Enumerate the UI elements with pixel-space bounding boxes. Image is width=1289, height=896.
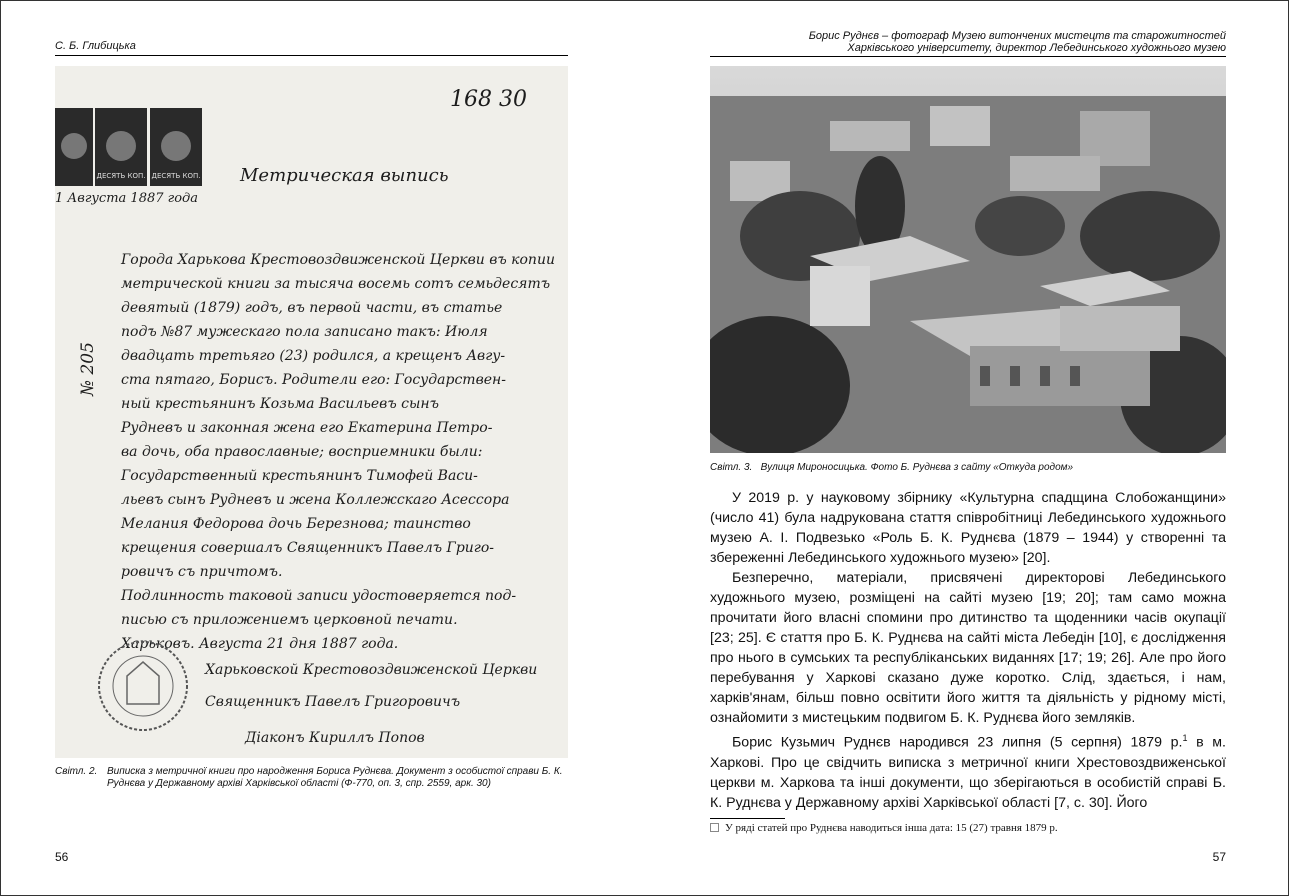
footnote-rule [710,818,785,819]
footnote [710,822,1058,834]
handwritten-line: ровичъ съ причтомъ. [121,564,283,580]
running-head-right [666,30,1226,54]
street-photo [710,66,1226,453]
stamp-label: ДЕСЯТЬ КОП. [151,172,201,180]
handwritten-line: льевъ сынъ Рудневъ и жена Коллежскаго Асессора [121,492,510,508]
stamp-label: ДЕСЯТЬ КОП. [96,172,146,180]
handwritten-line: Мелания Федорова дочь Березнова; таинство [121,516,471,532]
paragraph-text: Борис Кузьмич Руднєв народився 23 липня (5 серпня) 1879 р. [732,734,1183,751]
signature-line: Діаконъ Кириллъ Попов [245,730,425,746]
left-page [0,0,644,896]
body-text [710,488,1226,813]
handwritten-line: ный крестьянинъ Козьма Васильевъ сынъ [121,396,439,412]
handwritten-line: писью съ приложениемъ церковной печати. [121,612,458,628]
handwritten-line: Рудневъ и законная жена его Екатерина Петро- [121,420,493,436]
header-rule [710,56,1226,57]
figure-caption-2 [55,766,568,790]
handwritten-line: подъ №87 мужескаго пола записано такъ: Июля [121,324,488,340]
handwritten-line: метрической книги за тысяча восемь сотъ семьдесятъ [121,276,551,292]
page-number-left: 56 [55,850,69,864]
signature-line: Харьковской Крестовоздвиженской Церкви [205,662,538,678]
handwritten-line: крещения совершалъ Священникъ Павелъ Григо- [121,540,495,556]
document-title: Метрическая выпись [240,165,449,186]
caption-label: Світл. 2. [55,766,98,777]
paragraph-text: в м. Харкові. Про це свідчить виписка з метричної книги Хрестовоздвиженської церкви м. Харкова та інші документи, що зберігаються в особистій справі Б. К. Руднєва у Державному архіві Харківської області [7, с. 30]. Його [710,734,1226,811]
handwritten-line: ва дочь, оба православные; восприемники были: [121,444,483,460]
signature-line: Священникъ Павелъ Григоровичъ [205,694,461,710]
handwritten-line: двадцать третьяго (23) родился, а крещенъ Авгу- [121,348,506,364]
stamp-date-line: 1 Августа 1887 года [55,191,199,206]
footnote-marker-icon [710,823,719,832]
paragraph [710,728,1226,813]
running-head-line: Харківського університету, директор Лебединського художнього музею [847,42,1226,54]
handwritten-line: Города Харькова Крестовоздвиженской Церкви въ копии [121,252,555,268]
paragraph: Безперечно, матеріали, присвячені директорові Лебединського художнього музею, розміщені на сайті музею [19; 20]; там само можна прочитати його власні спомини про дитинство та щоденники часів окупації [23; 25]. Є стаття про Б. К. Руднєва на сайті міста Лебедін [10], є дослідження про нього в сумських та республіканських виданнях [17; 19; 26]. Але про його перебування у Харкові сказано дуже коротко. Слід, здається, і нам, харків'янам, більш повно освітити його життя та діяльність у рідному місті, ознайомити з мистецьким подвигом Б. К. Руднєва його земляків. [710,570,1226,726]
paragraph: У 2019 р. у науковому збірнику «Культурна спадщина Слобожанщини» (число 41) була надрукована стаття співробітниці Лебединського художнього музею А. І. Подвезько «Роль Б. К. Руднєва (1879 – 1944) у створенні та збереженні Лебединського художнього музею» [20]. [710,490,1226,566]
running-head-left: С. Б. Глибицька [55,40,136,52]
handwritten-line: Харьковъ. Августа 21 дня 1887 года. [121,636,399,652]
archive-number: 168 30 [450,87,527,112]
handwritten-line: Подлинность таковой записи удостоверяется под- [121,588,517,604]
figure-caption-3: Світл. 3. Вулиця Мироносицька. Фото Б. Руднєва з сайту «Откуда родом» [710,462,1074,473]
running-head-line: Борис Руднєв – фотограф Музею витончених мистецтв та старожитностей [808,30,1226,42]
handwritten-line: девятый (1879) годъ, въ первой части, въ статье [121,300,503,316]
header-rule [55,55,568,56]
page-number-right: 57 [1212,850,1226,864]
birth-record-document-image [55,66,568,758]
revenue-stamps [55,108,202,186]
caption-text: Виписка з метричної книги про народження Бориса Руднєва. Документ з особистої справи Б. К. Руднєва у Державному архіві Харківської області (Ф-770, оп. 3, спр. 2559, арк. 30) [107,766,563,789]
handwritten-line: ста пятаго, Борисъ. Родители его: Государствен- [121,372,506,388]
side-number: № 205 [78,342,98,396]
right-page [644,0,1289,896]
footnote-ref[interactable]: 1 [1182,733,1188,743]
handwritten-line: Государственный крестьянинъ Тимофей Васи- [121,468,478,484]
footnote-text: У ряді статей про Руднєва наводиться інша дата: 15 (27) травня 1879 р. [725,822,1058,834]
